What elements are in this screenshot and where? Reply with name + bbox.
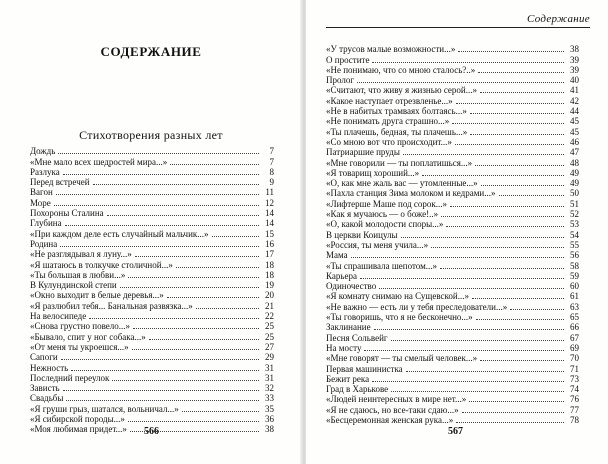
toc-entry-page: 41 [570,85,579,96]
toc-entry-title: «Не понимаю, что со мною сталось?..» [326,64,476,75]
toc-entry-page: 47 [570,147,579,158]
toc-entry-title: Последний переулок [30,372,110,383]
toc-entry [326,247,579,261]
toc-entry [30,390,274,404]
toc-entry-title: Дождь [30,146,56,157]
toc-entry-title: «Снова грустно повело...» [30,321,131,332]
toc-entry-page: 32 [265,383,274,394]
toc-entry-page: 63 [570,301,579,312]
toc-entry-page: 60 [570,281,579,292]
toc-entry-page: 16 [265,238,274,249]
toc-entry-page: 39 [570,64,579,75]
toc-entry-title: «От меня ты укроешся...» [30,341,129,352]
running-head: Содержание [326,13,590,28]
toc-entry-title: Патриаршие пруды [326,147,400,158]
toc-entry-page: 61 [570,291,579,302]
toc-entry-title: «Не в набитых трамваях болтаясь...» [326,106,467,117]
toc-entry-title: «Какое наступает отрезвленье...» [326,95,453,106]
toc-entry-page: 44 [570,106,579,117]
toc-entry-page: 54 [570,229,579,240]
toc-entry-title: Песня Сольвейг [326,332,388,343]
toc-entry [30,164,274,177]
toc-entry [30,215,274,229]
toc-entry-title: «Я сибирской породы...» [30,414,125,425]
toc-entry-page: 76 [570,394,579,405]
toc-entry-page: 53 [570,219,579,230]
toc-entry-page: 27 [265,341,274,352]
toc-entry-title: «Я груши грыз, шатался, вольничал...» [30,403,179,414]
toc-entry-title: «Лифтерше Маше под сорок...» [326,198,448,209]
toc-entry-title: Разлука [30,166,60,177]
toc-entry-title: «Не разглядывал я луну...» [30,249,132,260]
toc-entry-title: На мосту [326,342,362,353]
toc-entry-page: 12 [265,197,274,208]
toc-entry-page: 31 [265,362,274,373]
toc-entry-page: 77 [570,404,579,415]
toc-entry-page: 71 [570,363,579,374]
toc-entry-page: 20 [265,290,274,301]
toc-entry-page: 25 [265,321,274,332]
toc-entry-page: 45 [570,126,579,137]
toc-entry [30,194,274,208]
toc-entry [326,72,579,86]
toc-entry-title: «Людей неинтересных в мире нет...» [326,394,467,405]
toc-entry [30,349,274,363]
toc-entry-page: 14 [265,218,274,229]
toc-entry-title: Карьера [326,270,357,281]
toc-entry-title: Одиночество [326,281,377,292]
toc-entry-title: Град в Харькове [326,384,389,395]
page-number-left: 566 [144,426,159,437]
toc-entry-title: Родина [30,238,58,249]
toc-entry-page: 52 [570,209,579,220]
toc-entry-title: Море [30,197,51,208]
toc-entry-page: 17 [265,249,274,260]
toc-entry [30,236,274,249]
toc-entry-title: Зависть [30,383,60,394]
toc-entry-title: «Моя любимая придет...» [30,424,127,435]
toc-entry-title: Заклинание [326,322,371,333]
toc-entry [30,359,274,373]
toc-entry-title: Сапоги [30,352,58,363]
toc-entry-title: «Я комнату снимаю на Сущевской...» [326,291,470,302]
toc-entry [30,153,274,167]
toc-entry-title: «У трусов малые возможности...» [326,44,456,55]
toc-entry [30,380,274,394]
toc-entry-title: «Мне говорят — ты смелый человек...» [326,353,478,364]
toc-entry-page: 45 [570,116,579,127]
toc-entry-title: «Я разлюбил тебя... Банальная развязка...» [30,300,193,311]
toc-entry [30,143,274,157]
toc-entry [30,184,274,198]
toc-entry-title: «Со мною вот что происходит...» [326,136,452,147]
toc-entry-title: «Как я мучаюсь — о боже!..» [326,209,439,220]
toc-entry-title: «Ты большая в любви...» [30,269,126,280]
toc-entry-title: Бежит река [326,373,370,384]
toc-entry-title: Перед встречей [30,177,90,188]
toc-entry [30,225,274,239]
toc-entry-page: 48 [570,157,579,168]
toc-entry-title: На велосипеде [30,311,87,322]
toc-entry-title: «О, как мне жаль вас — утомленные...» [326,178,478,189]
toc-entry-title: «Ты спрашивала шепотом...» [326,260,438,271]
toc-entry-page: 25 [265,331,274,342]
toc-entry-page: 46 [570,136,579,147]
toc-entry-title: «Окно выходит в белые деревья...» [30,290,164,301]
toc-entry-page: 51 [570,198,579,209]
toc-entry [326,278,579,292]
toc-entry-title: «Россия, ты меня учила...» [326,239,429,250]
toc-entry-page: 29 [265,352,274,363]
toc-entry-title: «Бывало, спит у ног собака...» [30,331,146,342]
toc-entry-title: «Пахла станция Зима молоком и кедрами...» [326,188,496,199]
toc-entry-title: «Я не сдаюсь, но все-таки сдаю...» [326,404,459,415]
toc-entry-page: 31 [265,372,274,383]
toc-entry-page: 49 [570,167,579,178]
toc-entry-page: 36 [265,414,274,425]
toc-entry-title: «О, какой молодости споры...» [326,219,444,230]
toc-entry-title: «Мне говорили — ты поплатишься...» [326,157,473,168]
toc-entry-page: 58 [570,260,579,271]
toc-entry-page: 33 [265,393,274,404]
toc-entry-page: 14 [265,208,274,219]
toc-entry-title: Пролог [326,75,355,86]
toc-entry-title: «Не важно — есть ли у тебя преследователи...» [326,301,508,312]
contents-title: СОДЕРЖАНИЕ [100,44,202,59]
toc-entry-page: 67 [570,332,579,343]
toc-entry-title: Нежность [30,362,69,373]
toc-entry-page: 73 [570,373,579,384]
toc-entry-page: 40 [570,75,579,86]
toc-entry-title: Свадьбы [30,393,64,404]
toc-entry-page: 69 [570,342,579,353]
toc-entry-title: «Мне мало всех шедростей мира...» [30,156,168,167]
toc-entry-page: 35 [265,403,274,414]
toc-entry [326,41,579,55]
toc-entry [30,400,274,414]
toc-entry-page: 7 [269,146,274,157]
left-page [0,0,302,464]
toc-entry-page: 11 [265,187,274,198]
toc-entry-page: 50 [570,188,579,199]
toc-entry-page: 70 [570,353,579,364]
toc-entry-page: 19 [265,280,274,291]
toc-entry-title: Похороны Сталина [30,208,104,219]
toc-entry [326,268,579,281]
toc-entry-page: 59 [570,270,579,281]
toc-entry-page: 15 [265,228,274,239]
toc-entry [326,82,579,96]
toc-entry-page: 38 [570,44,579,55]
toc-entry-page: 56 [570,250,579,261]
toc-entry [30,174,274,188]
section-title: Стихотворения разных лет [79,128,223,142]
toc-entry-title: Вагон [30,187,53,198]
toc-entry-page: 39 [570,54,579,65]
toc-entry [326,350,579,364]
toc-entry-title: В церкви Коицулы [326,229,398,240]
toc-entry-page: 74 [570,384,579,395]
toc-entry-title: «Я шатаюсь в толкучке столичной...» [30,259,173,270]
toc-entry-title: «Я товарищ хороший...» [326,167,420,178]
toc-entry-title: Глубина [30,218,62,229]
page-number-right: 567 [448,426,463,437]
toc-entry-title: «Ты говоришь, что я не бесконечно...» [326,312,473,323]
right-page [306,0,608,464]
toc-entry [326,257,579,271]
toc-entry-title: О простите [326,54,370,65]
toc-entry-page: 18 [265,269,274,280]
toc-entry-page: 22 [265,311,274,322]
toc-entry-page: 42 [570,95,579,106]
toc-entry-page: 66 [570,322,579,333]
toc-entry-page: 9 [269,177,274,188]
toc-entry-page: 38 [265,424,274,435]
toc-entry-title: «Не понимать друга страшно...» [326,116,450,127]
toc-entry-page: 65 [570,312,579,323]
toc-entry [30,246,274,260]
toc-entry-title: Первая машинистка [326,363,403,374]
toc-entry-title: Мама [326,250,348,261]
toc-entry-title: В Кулундинской степи [30,280,117,291]
toc-entry-title: «Бесцеремонная женская рука...» [326,414,454,425]
toc-entry-title: «При каждом деле есть случайный мальчик...» [30,228,209,239]
toc-entry-page: 55 [570,239,579,250]
toc-entry-page: 49 [570,178,579,189]
toc-entry [326,340,579,353]
toc-entry-title: «Ты плачешь, бедная, ты плачешь...» [326,126,468,137]
toc-entry-page: 21 [265,300,274,311]
toc-dot-leader [456,412,564,423]
toc-entry-page: 8 [269,166,274,177]
toc-entry-page: 18 [265,259,274,270]
toc-entry-title: «Считают, что живу я жизнью серой...» [326,85,477,96]
toc-entry-page: 7 [269,156,274,167]
toc-entry-page: 78 [570,414,579,425]
toc-list-right [326,41,579,425]
toc-entry [30,205,274,219]
